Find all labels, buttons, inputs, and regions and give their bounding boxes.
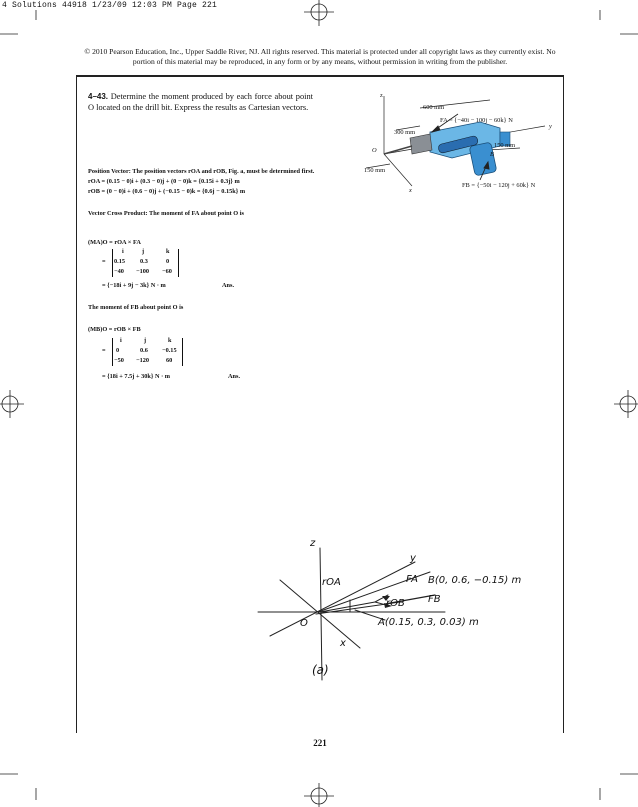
fig-x-label: x — [409, 187, 412, 194]
fig-force-fa: FA = {−40i − 100j − 60k} N — [440, 117, 513, 124]
moment-a-heading: (MA)O = rOA × FA — [88, 239, 141, 246]
solution-cross-heading: Vector Cross Product: The moment of FA about point O is — [88, 210, 244, 217]
fig-dim-150-left: 150 mm — [364, 167, 386, 174]
det-a-cell: 0.15 — [114, 258, 126, 265]
det-b-cell: 60 — [166, 357, 173, 364]
right-rule — [563, 75, 564, 733]
sketch-point-b: B(0, 0.6, −0.15) m — [428, 575, 522, 586]
sketch-figure-a — [240, 540, 540, 690]
fig-dim-300: 300 mm — [394, 129, 416, 136]
det-b-cell: 0.6 — [140, 347, 148, 354]
det-a-cell: −100 — [136, 268, 150, 275]
moment-a-determinant — [102, 247, 182, 277]
left-rule — [76, 75, 77, 733]
moment-b-result: = {18i + 7.5j + 30k} N · m — [102, 373, 171, 380]
det-a-equals: = — [102, 258, 106, 265]
problem-statement — [88, 92, 313, 113]
moment-b-determinant — [102, 336, 186, 366]
det-b-cell: −120 — [136, 357, 150, 364]
crosshair-right — [614, 390, 638, 418]
drill-figure — [360, 88, 560, 196]
answer-label-a: Ans. — [222, 282, 235, 289]
copyright-notice: © 2010 Pearson Education, Inc., Upper Saddle River, NJ. All rights reserved. This material is protected under all copyright laws as they currently exist. No portion of this material may be reproduced, in any form or by any means, without permission in writing from the publisher. — [84, 47, 556, 66]
solution-roa: rOA = (0.15 − 0)i + (0.3 − 0)j + (0 − 0)k = {0.15i + 0.3j} m — [88, 178, 240, 185]
det-a-right-bar — [178, 249, 179, 277]
sketch-y-label: y — [410, 553, 416, 564]
det-a-cell: i — [122, 248, 124, 255]
det-b-left-bar — [112, 338, 113, 366]
sketch-fa-label: FA — [406, 574, 419, 585]
crosshair-bottom — [304, 783, 334, 807]
det-b-cell: i — [120, 337, 122, 344]
problem-text: Determine the moment produced by each force about point O located on the drill bit. Express the results as Cartesian vectors. — [88, 92, 313, 112]
page-number: 221 — [313, 738, 327, 748]
det-b-cell: −50 — [114, 357, 124, 364]
slug-line: 4 Solutions 44918 1/23/09 12:03 PM Page 221 — [2, 1, 218, 10]
det-b-cell: 0 — [116, 347, 120, 354]
fig-b-label: B — [490, 151, 494, 158]
det-b-equals: = — [102, 347, 106, 354]
sketch-o-label: O — [300, 618, 308, 629]
crosshair-top — [304, 0, 334, 26]
det-b-cell: k — [168, 337, 172, 344]
answer-label-b: Ans. — [228, 373, 241, 380]
det-a-cell: k — [166, 248, 170, 255]
det-a-left-bar — [112, 249, 113, 277]
fig-dim-150-right: 150 mm — [494, 142, 516, 149]
problem-number: 4–43. — [88, 92, 109, 101]
sketch-roa-label: rOA — [322, 577, 341, 588]
solution-position-heading: Position Vector: The position vectors rOA and rOB, Fig. a, must be determined first. — [88, 168, 315, 175]
det-a-cell: j — [142, 248, 145, 255]
det-b-right-bar — [182, 338, 183, 366]
top-rule — [76, 75, 564, 77]
fig-z-label: z — [380, 92, 383, 99]
fig-force-fb: FB = {−50i − 120j + 60k} N — [462, 182, 536, 189]
det-a-cell: −40 — [114, 268, 124, 275]
det-b-cell: −0.15 — [162, 347, 177, 354]
moment-b-heading: (MB)O = rOB × FB — [88, 326, 141, 333]
sketch-x-label: x — [340, 638, 346, 649]
fig-dim-600: 600 mm — [423, 104, 445, 111]
sketch-caption: (a) — [312, 663, 329, 677]
det-a-cell: −60 — [162, 268, 172, 275]
solution-rob: rOB = (0 − 0)i + (0.6 − 0)j + (−0.15 − 0)k = {0.6j − 0.15k} m — [88, 188, 246, 195]
det-a-cell: 0 — [166, 258, 170, 265]
sketch-rob-label: rOB — [386, 598, 405, 609]
det-b-cell: j — [144, 337, 147, 344]
crosshair-left — [0, 390, 24, 418]
sketch-point-a: A(0.15, 0.3, 0.03) m — [378, 617, 479, 628]
moment-a-result: = {−18i + 9j − 3k} N · m — [102, 282, 166, 289]
fig-y-label: y — [549, 123, 552, 130]
moment-b-intro: The moment of FB about point O is — [88, 304, 184, 311]
fig-o-label: O — [372, 147, 377, 154]
det-a-cell: 0.3 — [140, 258, 148, 265]
sketch-fb-label: FB — [428, 594, 441, 605]
sketch-z-label: z — [310, 538, 316, 549]
